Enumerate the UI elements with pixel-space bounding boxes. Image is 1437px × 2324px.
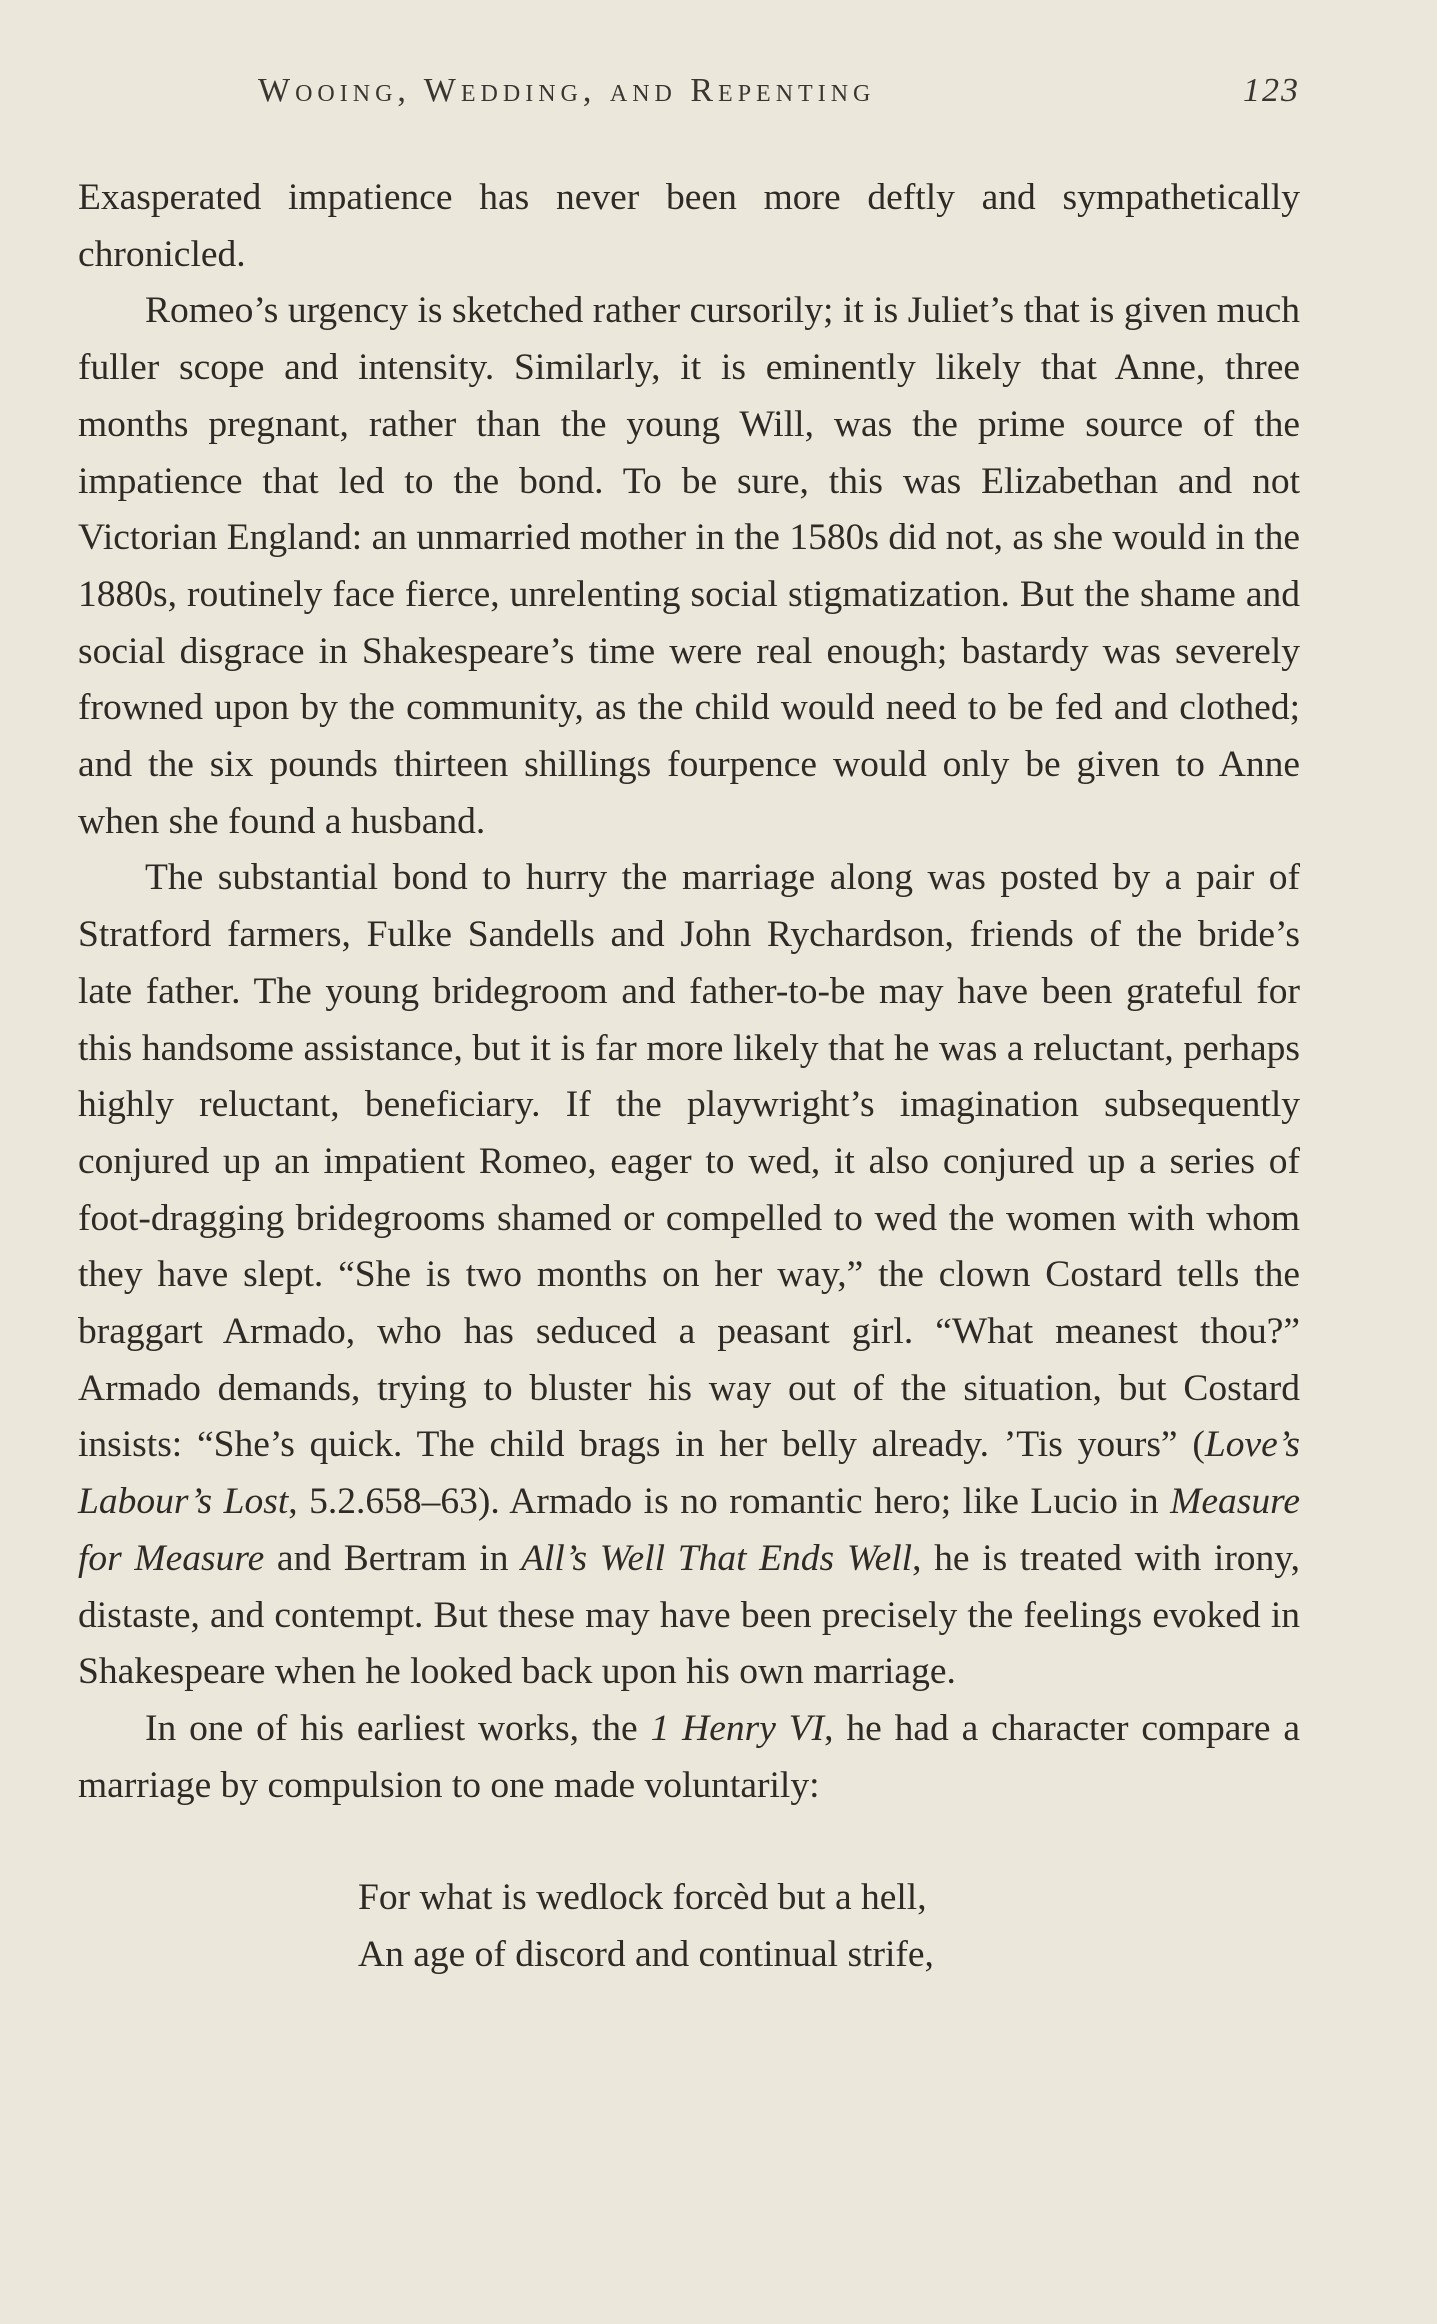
verse-quotation [358, 1870, 1300, 1983]
page-number: 123 [1243, 72, 1300, 109]
work-title-1-henry-vi: 1 Henry VI [650, 1707, 825, 1749]
paragraph-2 [78, 283, 1300, 850]
paragraph-text: In one of his earliest works, the [145, 1707, 651, 1749]
paragraph-text: , he had a character compare a marriage by compulsion to one made voluntarily: [78, 1707, 1300, 1806]
paragraph-text: and Bertram in [264, 1537, 522, 1579]
paragraph-text: The substantial bond to hurry the marriage along was posted by a pair of Stratford farmers, Fulke Sandells and John Rychardson, friends of the bride’s late father. The young bridegroom and father-to-be may have been grateful for this handsome assistance, but it is far more likely that he was a reluctant, perhaps highly reluctant, beneficiary. If the playwright’s imagination subsequently conjured up an impatient Romeo, eager to wed, it also conjured up a series of foot-dragging bridegrooms shamed or compelled to wed the women with whom they have slept. “She is two months on her way,” the clown Costard tells the braggart Armado, who has seduced a peasant girl. “What meanest thou?” Armado demands, trying to bluster his way out of the situation, but Costard insists: “She’s quick. The child brags in her belly already. ’Tis yours” ( [78, 857, 1300, 1466]
paragraph-3 [78, 850, 1300, 1701]
paragraph-text: Exasperated impatience has never been more deftly and sympathetically chronicled. [78, 177, 1300, 275]
verse-line: For what is wedlock forcèd but a hell, [358, 1877, 927, 1919]
body-text [78, 170, 1300, 1984]
paragraph-text: , he is treated with irony, distaste, and contempt. But these may have been precisely the feelings evoked in Shakespeare when he looked back upon his own marriage. [78, 1537, 1300, 1693]
running-title: Wooing, Wedding, and Repenting [258, 72, 876, 109]
paragraph-text: Romeo’s urgency is sketched rather cursorily; it is Juliet’s that is given much fuller scope and intensity. Similarly, it is eminently likely that Anne, three months pregnant, rather than the young Will, was the prime source of the impatience that led to the bond. To be sure, this was Elizabethan and not Victorian England: an unmarried mother in the 1580s did not, as she would in the 1880s, routinely face fierce, unrelenting social stigmatization. But the shame and social disgrace in Shakespeare’s time were real enough; bastardy was severely frowned upon by the community, as the child would need to be fed and clothed; and the six pounds thirteen shillings fourpence would only be given to Anne when she found a husband. [78, 290, 1300, 842]
work-title-loves-labours-lost: Love’s Labour’s Lost [78, 1424, 1300, 1523]
paragraph-4 [78, 1701, 1300, 1814]
work-title-alls-well: All’s Well That Ends Well [521, 1537, 913, 1579]
work-title-measure-for-measure: Measure for Measure [78, 1481, 1300, 1579]
running-head [258, 72, 1300, 120]
paragraph-1 [78, 170, 1300, 283]
verse-line: An age of discord and continual strife, [358, 1934, 934, 1976]
paragraph-text: , 5.2.658–63). Armado is no romantic hero; like Lucio in [288, 1481, 1171, 1523]
